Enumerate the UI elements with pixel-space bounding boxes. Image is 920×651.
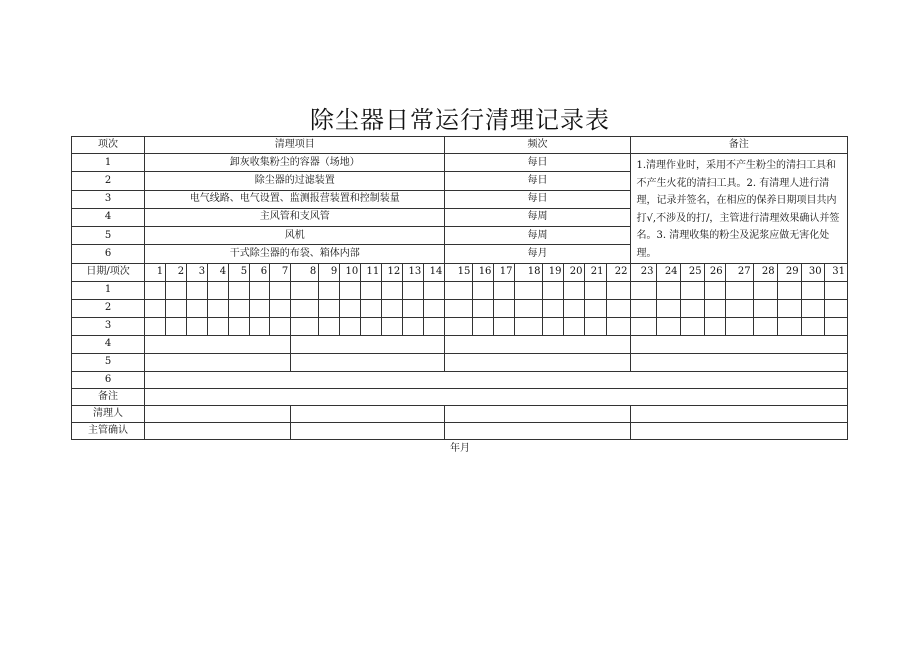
record-cell[interactable] [340,317,361,335]
day-header: 21 [585,263,606,281]
item-no: 2 [72,172,145,190]
record-cell[interactable] [656,299,680,317]
day-header: 24 [656,263,680,281]
record-row [72,281,848,299]
record-item-no: 6 [72,371,145,388]
record-cell[interactable] [630,299,656,317]
record-cell[interactable] [777,299,801,317]
record-cell[interactable] [250,281,270,299]
record-cell[interactable] [564,317,585,335]
record-cell[interactable] [473,317,494,335]
item-no: 1 [72,154,145,172]
item-name: 电气线路、电气设置、监测报营装置和控制装量 [145,190,445,208]
item-name: 主风管和支风管 [145,208,445,226]
record-cell[interactable] [777,281,801,299]
record-cell[interactable] [424,317,445,335]
record-cell[interactable] [145,317,166,335]
record-cell[interactable] [187,299,208,317]
day-header: 12 [382,263,403,281]
record-cell[interactable] [382,281,403,299]
month-cell[interactable] [145,371,848,388]
supervisor-label: 主管确认 [72,422,145,439]
week-cell[interactable] [445,353,630,371]
record-cell[interactable] [801,299,824,317]
record-row [72,353,848,371]
day-header: 3 [187,263,208,281]
record-cell[interactable] [680,317,704,335]
record-cell[interactable] [725,299,753,317]
record-cell[interactable] [445,317,473,335]
record-cell[interactable] [585,299,606,317]
record-cell[interactable] [166,317,187,335]
item-name: 风机 [145,227,445,245]
item-no: 3 [72,190,145,208]
record-row [72,317,848,335]
item-no: 4 [72,208,145,226]
date-header-label: 日期/项次 [72,263,145,281]
record-cell[interactable] [473,299,494,317]
record-cell[interactable] [801,317,824,335]
record-cell[interactable] [725,317,753,335]
record-cell[interactable] [564,299,585,317]
record-cell[interactable] [606,299,630,317]
record-cell[interactable] [585,317,606,335]
signature-cell[interactable] [291,422,445,439]
signature-cell[interactable] [291,405,445,422]
remarks-cell[interactable] [145,388,848,405]
record-cell[interactable] [753,317,777,335]
record-cell[interactable] [801,281,824,299]
day-header: 31 [824,263,847,281]
record-cell[interactable] [753,281,777,299]
record-cell[interactable] [630,317,656,335]
day-header: 13 [403,263,424,281]
record-cell[interactable] [319,299,340,317]
item-frequency: 每日 [445,172,630,190]
record-cell[interactable] [824,299,847,317]
remarks-row [72,388,848,405]
cleaner-row [72,405,848,422]
record-cell[interactable] [585,281,606,299]
record-cell[interactable] [630,281,656,299]
item-name: 除尘器的过滤装置 [145,172,445,190]
record-cell[interactable] [270,317,291,335]
record-cell[interactable] [187,317,208,335]
signature-cell[interactable] [630,405,847,422]
notes-text: 1.清理作业时，采用不产生粉尘的清扫工具和不产生火花的清扫工具。2. 有清理人进行清理，记录并签名，在相应的保养日期项目共内打√,不涉及的打/，主管进行清理效果确认并签名。3. 清理收集的粉尘及泥浆应做无害化处理。 [630,154,847,264]
record-cell[interactable] [319,281,340,299]
day-header: 16 [473,263,494,281]
record-cell[interactable] [543,317,564,335]
day-header: 11 [361,263,382,281]
record-cell[interactable] [680,299,704,317]
item-frequency: 每月 [445,245,630,263]
record-cell[interactable] [361,281,382,299]
day-header: 25 [680,263,704,281]
record-cell[interactable] [208,299,229,317]
week-cell[interactable] [630,335,847,353]
record-cell[interactable] [515,299,543,317]
record-item-no: 3 [72,317,145,335]
day-header: 9 [319,263,340,281]
day-header: 5 [229,263,250,281]
record-cell[interactable] [494,317,515,335]
record-cell[interactable] [753,299,777,317]
record-cell[interactable] [424,281,445,299]
header-remarks: 备注 [630,137,847,154]
record-cell[interactable] [145,281,166,299]
record-cell[interactable] [403,317,424,335]
day-header: 26 [704,263,725,281]
record-cell[interactable] [361,299,382,317]
record-item-no: 4 [72,335,145,353]
day-header: 18 [515,263,543,281]
week-cell[interactable] [145,335,291,353]
signature-cell[interactable] [145,405,291,422]
record-cell[interactable] [166,281,187,299]
supervisor-row [72,422,848,439]
record-item-no: 5 [72,353,145,371]
record-row [72,371,848,388]
record-cell[interactable] [229,281,250,299]
date-header-row [72,263,848,281]
record-cell[interactable] [564,281,585,299]
item-frequency: 每周 [445,208,630,226]
record-cell[interactable] [824,281,847,299]
record-cell[interactable] [340,299,361,317]
item-frequency: 每周 [445,227,630,245]
record-cell[interactable] [403,281,424,299]
record-cell[interactable] [704,281,725,299]
record-cell[interactable] [340,281,361,299]
record-row [72,335,848,353]
record-item-no: 2 [72,299,145,317]
week-cell[interactable] [630,353,847,371]
record-cell[interactable] [680,281,704,299]
record-row [72,299,848,317]
record-cell[interactable] [208,281,229,299]
record-cell[interactable] [145,299,166,317]
header-cleaning-item: 清理项目 [145,137,445,154]
record-cell[interactable] [250,299,270,317]
record-cell[interactable] [208,317,229,335]
week-cell[interactable] [145,353,291,371]
cleaner-label: 清理人 [72,405,145,422]
record-cell[interactable] [473,281,494,299]
record-cell[interactable] [250,317,270,335]
record-cell[interactable] [543,299,564,317]
record-cell[interactable] [445,281,473,299]
footer-year-month: 年月 [450,443,470,454]
record-cell[interactable] [319,317,340,335]
week-cell[interactable] [291,335,445,353]
record-cell[interactable] [382,317,403,335]
day-header: 28 [753,263,777,281]
day-header: 30 [801,263,824,281]
day-header: 2 [166,263,187,281]
signature-cell[interactable] [445,405,630,422]
item-frequency: 每日 [445,154,630,172]
record-cell[interactable] [704,299,725,317]
record-cell[interactable] [291,317,319,335]
signature-cell[interactable] [630,422,847,439]
record-cell[interactable] [606,317,630,335]
day-header: 27 [725,263,753,281]
item-name: 卸灰收集粉尘的容器（场地） [145,154,445,172]
remarks-label: 备注 [72,388,145,405]
record-cell[interactable] [606,281,630,299]
day-header: 15 [445,263,473,281]
record-cell[interactable] [291,299,319,317]
day-header: 1 [145,263,166,281]
record-cell[interactable] [382,299,403,317]
record-cell[interactable] [229,317,250,335]
record-cell[interactable] [824,317,847,335]
record-cell[interactable] [704,317,725,335]
record-cell[interactable] [291,281,319,299]
item-row [72,154,848,172]
record-cell[interactable] [445,299,473,317]
record-cell[interactable] [543,281,564,299]
day-header: 23 [630,263,656,281]
record-cell[interactable] [424,299,445,317]
record-item-no: 1 [72,281,145,299]
week-cell[interactable] [291,353,445,371]
record-cell[interactable] [187,281,208,299]
page-title: 除尘器日常运行清理记录表 [310,106,610,134]
day-header: 22 [606,263,630,281]
cleaning-record-table [71,136,848,440]
header-frequency: 频次 [445,137,630,154]
day-header: 20 [564,263,585,281]
record-cell[interactable] [725,281,753,299]
item-no: 5 [72,227,145,245]
day-header: 7 [270,263,291,281]
day-header: 4 [208,263,229,281]
record-cell[interactable] [270,299,291,317]
record-cell[interactable] [515,317,543,335]
record-cell[interactable] [777,317,801,335]
record-cell[interactable] [361,317,382,335]
item-no: 6 [72,245,145,263]
header-item-no: 项次 [72,137,145,154]
signature-cell[interactable] [145,422,291,439]
record-cell[interactable] [656,281,680,299]
record-cell[interactable] [656,317,680,335]
day-header: 8 [291,263,319,281]
record-cell[interactable] [229,299,250,317]
day-header: 19 [543,263,564,281]
record-cell[interactable] [494,299,515,317]
day-header: 10 [340,263,361,281]
record-cell[interactable] [403,299,424,317]
week-cell[interactable] [445,335,630,353]
day-header: 29 [777,263,801,281]
record-cell[interactable] [515,281,543,299]
signature-cell[interactable] [445,422,630,439]
day-header: 17 [494,263,515,281]
item-name: 干式除尘器的布袋、箱体内部 [145,245,445,263]
record-cell[interactable] [166,299,187,317]
day-header: 14 [424,263,445,281]
day-header: 6 [250,263,270,281]
record-cell[interactable] [494,281,515,299]
item-frequency: 每日 [445,190,630,208]
record-cell[interactable] [270,281,291,299]
